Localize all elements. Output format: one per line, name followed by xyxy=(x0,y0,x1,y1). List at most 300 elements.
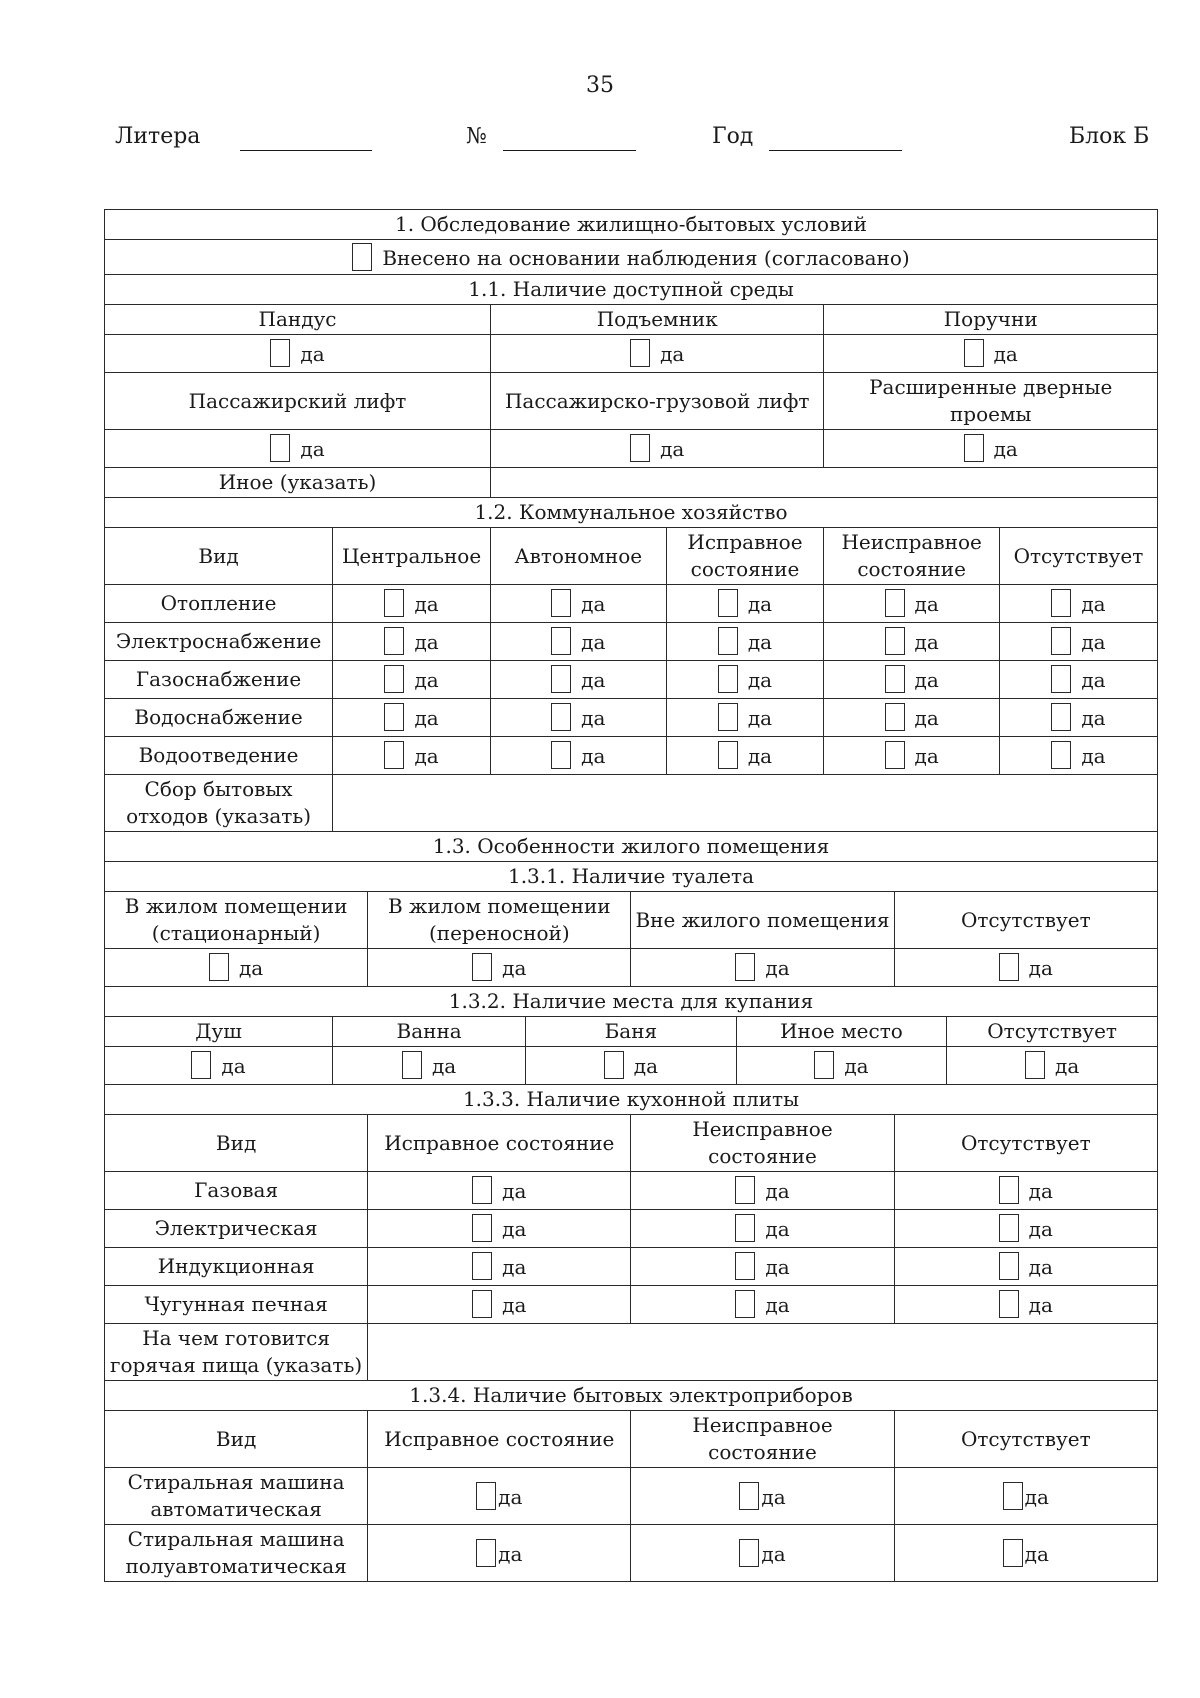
toilet-cell xyxy=(894,949,1157,987)
col-type: Вид xyxy=(105,528,333,585)
checkbox-label: да xyxy=(238,956,264,980)
utility-cell xyxy=(666,585,824,623)
col-absent: Отсутствует xyxy=(999,528,1157,585)
toilet-cell xyxy=(631,949,894,987)
col-toilet-outside: Вне жилого помещения xyxy=(631,892,894,949)
shower-checkbox[interactable] xyxy=(191,1051,245,1080)
col-working: Исправное состояние xyxy=(666,528,824,585)
col-stove-absent: Отсутствует xyxy=(894,1115,1157,1172)
checkbox-box[interactable] xyxy=(551,589,571,617)
checkbox-box[interactable] xyxy=(630,339,650,367)
utility-cell xyxy=(999,623,1157,661)
stove-cell xyxy=(631,1286,894,1324)
semi-washer-faulty-checkbox[interactable] xyxy=(739,1539,785,1568)
utility-cell xyxy=(333,737,491,775)
electricity-faulty-checkbox[interactable] xyxy=(885,627,939,656)
bathing-cell xyxy=(736,1047,947,1085)
col-stove-faulty: Неисправное состояние xyxy=(631,1115,894,1172)
toilet-portable-checkbox[interactable] xyxy=(472,953,526,982)
stove-cell xyxy=(631,1248,894,1286)
stove-cell xyxy=(368,1210,631,1248)
heating-working-checkbox[interactable] xyxy=(718,589,772,618)
checkbox-label: да xyxy=(431,1054,457,1078)
checkbox-label: да xyxy=(765,1179,790,1203)
gas-stove-absent-checkbox[interactable] xyxy=(999,1176,1053,1205)
checkbox-box[interactable] xyxy=(739,1482,759,1510)
appliance-cell xyxy=(368,1525,631,1582)
utility-row-label: Отопление xyxy=(105,585,333,623)
utility-cell xyxy=(666,623,824,661)
number-field xyxy=(466,123,636,151)
page-number: 35 xyxy=(586,73,614,98)
water-absent-checkbox[interactable] xyxy=(1051,703,1105,732)
appliance-cell xyxy=(894,1468,1157,1525)
checkbox-box[interactable] xyxy=(885,741,905,769)
col-toilet-portable: В жилом помещении (переносной) xyxy=(368,892,631,949)
utility-cell xyxy=(824,585,999,623)
checkbox-box[interactable] xyxy=(551,665,571,693)
gas-stove-faulty-checkbox[interactable] xyxy=(735,1176,789,1205)
utility-cell xyxy=(824,737,999,775)
heating-absent-checkbox[interactable] xyxy=(1051,589,1105,618)
col-bath: Ванна xyxy=(333,1017,526,1047)
auto-washer-working-checkbox[interactable] xyxy=(476,1482,522,1511)
cast-iron-stove-working-checkbox[interactable] xyxy=(472,1290,526,1319)
checkbox-label: да xyxy=(914,592,939,616)
utility-cell xyxy=(491,623,666,661)
checkbox-box[interactable] xyxy=(964,434,984,462)
checkbox-label: да xyxy=(502,956,527,980)
utility-cell xyxy=(999,585,1157,623)
number-label: № xyxy=(466,124,487,149)
checkbox-label: да xyxy=(498,1541,523,1566)
lift-checkbox[interactable] xyxy=(630,339,684,368)
checkbox-box[interactable] xyxy=(270,434,290,462)
checkbox-label: да xyxy=(747,592,773,616)
checkbox-label: да xyxy=(414,630,439,654)
checkbox-box[interactable] xyxy=(999,953,1019,981)
checkbox-box[interactable] xyxy=(270,339,290,367)
checkbox-box[interactable] xyxy=(739,1539,759,1567)
checkbox-label: да xyxy=(502,1293,527,1317)
semi-washer-working-checkbox[interactable] xyxy=(476,1539,522,1568)
checkbox-box[interactable] xyxy=(384,703,404,731)
checkbox-label: да xyxy=(581,706,606,730)
water-working-checkbox[interactable] xyxy=(718,703,772,732)
col-stove-type: Вид xyxy=(105,1115,368,1172)
checkbox-box[interactable] xyxy=(718,589,738,617)
checkbox-box[interactable] xyxy=(718,703,738,731)
induction-stove-faulty-checkbox[interactable] xyxy=(735,1252,789,1281)
checkbox-label: да xyxy=(765,1255,790,1279)
appliance-row-label: Стиральная машина автоматическая xyxy=(105,1468,368,1525)
checkbox-box[interactable] xyxy=(472,953,492,981)
checkbox-label: да xyxy=(761,1541,786,1566)
checkbox-box[interactable] xyxy=(1003,1482,1023,1510)
col-central: Центральное xyxy=(333,528,491,585)
section-1-3-4-title: 1.3.4. Наличие бытовых электроприборов xyxy=(105,1381,1158,1411)
freight-elevator-checkbox[interactable] xyxy=(630,434,684,463)
checkbox-box[interactable] xyxy=(472,1252,492,1280)
sewage-autonomous-checkbox[interactable] xyxy=(551,741,605,770)
checkbox-label: да xyxy=(660,437,685,461)
checkbox-box[interactable] xyxy=(472,1214,492,1242)
wide-doors-checkbox[interactable] xyxy=(964,434,1018,463)
checkbox-label: да xyxy=(300,437,325,461)
stove-cell xyxy=(631,1172,894,1210)
checkbox-label: да xyxy=(761,1484,786,1509)
sewage-faulty-checkbox[interactable] xyxy=(885,741,939,770)
section-1-2-title: 1.2. Коммунальное хозяйство xyxy=(105,498,1158,528)
utility-row-label: Электроснабжение xyxy=(105,623,333,661)
electric-stove-absent-checkbox[interactable] xyxy=(999,1214,1053,1243)
observation-note-row xyxy=(105,240,1158,275)
auto-washer-faulty-checkbox[interactable] xyxy=(739,1482,785,1511)
checkbox-label: да xyxy=(1028,1217,1053,1241)
number-blank[interactable] xyxy=(503,126,636,151)
litera-blank[interactable] xyxy=(240,126,372,151)
checkbox-box[interactable] xyxy=(718,627,738,655)
stove-row-label: Газовая xyxy=(105,1172,368,1210)
water-faulty-checkbox[interactable] xyxy=(885,703,939,732)
checkbox-box[interactable] xyxy=(885,665,905,693)
checkbox-label: да xyxy=(747,630,773,654)
col-stove-working: Исправное состояние xyxy=(368,1115,631,1172)
handrails-checkbox[interactable] xyxy=(964,339,1018,368)
survey-form xyxy=(104,209,1158,1582)
checkbox-label: да xyxy=(1081,668,1106,692)
stove-cell xyxy=(894,1172,1157,1210)
checkbox-label: да xyxy=(1028,1255,1053,1279)
bathing-cell xyxy=(105,1047,333,1085)
col-bathhouse: Баня xyxy=(526,1017,737,1047)
waste-collection-label: Сбор бытовых отходов (указать) xyxy=(105,775,333,832)
checkbox-label: да xyxy=(1028,956,1053,980)
checkbox-label: да xyxy=(502,1255,527,1279)
checkbox-label: да xyxy=(581,592,606,616)
checkbox-box[interactable] xyxy=(964,339,984,367)
living-conditions-table xyxy=(104,209,1158,1582)
checkbox-box[interactable] xyxy=(814,1051,834,1079)
checkbox-label: да xyxy=(1024,1484,1049,1509)
utility-cell xyxy=(666,661,824,699)
col-toilet-stationary: В жилом помещении (стационарный) xyxy=(105,892,368,949)
col-lift: Подъемник xyxy=(491,305,824,335)
utility-cell xyxy=(666,699,824,737)
toilet-cell xyxy=(105,949,368,987)
checkbox-label: да xyxy=(414,592,439,616)
utility-cell xyxy=(491,661,666,699)
checkbox-label: да xyxy=(1081,744,1106,768)
checkbox-label: да xyxy=(414,668,439,692)
section-1-title: 1. Обследование жилищно-бытовых условий xyxy=(105,210,1158,240)
col-passenger-elevator: Пассажирский лифт xyxy=(105,373,491,430)
checkbox-box[interactable] xyxy=(999,1176,1019,1204)
checkbox-label: да xyxy=(660,342,685,366)
checkbox-box[interactable] xyxy=(384,665,404,693)
ramp-checkbox[interactable] xyxy=(270,339,324,368)
checkbox-box[interactable] xyxy=(735,1176,755,1204)
col-faulty: Неисправное состояние xyxy=(824,528,999,585)
checkbox-box[interactable] xyxy=(352,243,372,271)
cast-iron-stove-faulty-checkbox[interactable] xyxy=(735,1290,789,1319)
checkbox-label: да xyxy=(747,706,773,730)
hot-food-input[interactable] xyxy=(368,1324,1158,1381)
gas-absent-checkbox[interactable] xyxy=(1051,665,1105,694)
checkbox-box[interactable] xyxy=(551,627,571,655)
sewage-central-checkbox[interactable] xyxy=(384,741,438,770)
utility-cell xyxy=(333,623,491,661)
litera-field xyxy=(115,123,372,151)
bath-checkbox[interactable] xyxy=(402,1051,456,1080)
stove-row-label: Индукционная xyxy=(105,1248,368,1286)
col-ramp: Пандус xyxy=(105,305,491,335)
utility-cell xyxy=(491,699,666,737)
water-central-checkbox[interactable] xyxy=(384,703,438,732)
ramp-cell xyxy=(105,335,491,373)
checkbox-label: да xyxy=(1081,630,1106,654)
checkbox-box[interactable] xyxy=(1051,665,1071,693)
col-toilet-absent: Отсутствует xyxy=(894,892,1157,949)
checkbox-label: да xyxy=(221,1054,246,1078)
bathing-cell xyxy=(333,1047,526,1085)
checkbox-box[interactable] xyxy=(384,589,404,617)
section-1-3-3-title: 1.3.3. Наличие кухонной плиты xyxy=(105,1085,1158,1115)
col-appliance-working: Исправное состояние xyxy=(368,1411,631,1468)
passenger-elevator-cell xyxy=(105,430,491,468)
utility-row-label: Газоснабжение xyxy=(105,661,333,699)
checkbox-label: да xyxy=(502,1179,527,1203)
appliance-cell xyxy=(631,1525,894,1582)
checkbox-box[interactable] xyxy=(209,953,229,981)
induction-stove-working-checkbox[interactable] xyxy=(472,1252,526,1281)
passenger-elevator-checkbox[interactable] xyxy=(270,434,324,463)
observation-checkbox[interactable] xyxy=(352,243,382,272)
checkbox-label: да xyxy=(1055,1054,1080,1078)
section-1-3-2-title: 1.3.2. Наличие места для купания xyxy=(105,987,1158,1017)
stove-cell xyxy=(368,1172,631,1210)
checkbox-box[interactable] xyxy=(384,627,404,655)
checkbox-label: да xyxy=(993,437,1018,461)
checkbox-box[interactable] xyxy=(1051,589,1071,617)
stove-cell xyxy=(368,1286,631,1324)
checkbox-box[interactable] xyxy=(551,741,571,769)
block-label: Блок Б xyxy=(1069,124,1150,149)
checkbox-label: да xyxy=(581,744,606,768)
checkbox-label: да xyxy=(1081,592,1106,616)
appliance-row-label: Стиральная машина полуавтоматическая xyxy=(105,1525,368,1582)
checkbox-box[interactable] xyxy=(472,1176,492,1204)
stove-cell xyxy=(894,1248,1157,1286)
block-field xyxy=(1069,123,1149,151)
checkbox-label: да xyxy=(633,1054,659,1078)
checkbox-box[interactable] xyxy=(476,1482,496,1510)
col-shower: Душ xyxy=(105,1017,333,1047)
checkbox-box[interactable] xyxy=(718,665,738,693)
checkbox-label: да xyxy=(1028,1293,1053,1317)
heating-autonomous-checkbox[interactable] xyxy=(551,589,605,618)
checkbox-label: да xyxy=(581,630,606,654)
utility-cell xyxy=(333,699,491,737)
checkbox-box[interactable] xyxy=(1051,627,1071,655)
stove-cell xyxy=(631,1210,894,1248)
freight-elevator-cell xyxy=(491,430,824,468)
checkbox-label: да xyxy=(914,744,939,768)
checkbox-box[interactable] xyxy=(1051,703,1071,731)
handrails-cell xyxy=(824,335,1158,373)
header-row xyxy=(0,123,1200,153)
checkbox-box[interactable] xyxy=(885,703,905,731)
section-1-1-title: 1.1. Наличие доступной среды xyxy=(105,275,1158,305)
electricity-absent-checkbox[interactable] xyxy=(1051,627,1105,656)
section-1-3-1-title: 1.3.1. Наличие туалета xyxy=(105,862,1158,892)
electric-stove-faulty-checkbox[interactable] xyxy=(735,1214,789,1243)
checkbox-label: да xyxy=(1024,1541,1049,1566)
checkbox-box[interactable] xyxy=(735,1252,755,1280)
heating-central-checkbox[interactable] xyxy=(384,589,438,618)
appliance-cell xyxy=(894,1525,1157,1582)
utility-row-label: Водоснабжение xyxy=(105,699,333,737)
checkbox-box[interactable] xyxy=(1003,1539,1023,1567)
checkbox-box[interactable] xyxy=(735,953,755,981)
other-accessibility-label: Иное (указать) xyxy=(105,468,491,498)
checkbox-box[interactable] xyxy=(402,1051,422,1079)
checkbox-box[interactable] xyxy=(885,589,905,617)
col-wide-doors: Расширенные дверные проемы xyxy=(824,373,1158,430)
bathing-cell xyxy=(947,1047,1158,1085)
checkbox-label: да xyxy=(914,668,939,692)
checkbox-box[interactable] xyxy=(735,1214,755,1242)
gas-faulty-checkbox[interactable] xyxy=(885,665,939,694)
appliance-cell xyxy=(368,1468,631,1525)
bathhouse-checkbox[interactable] xyxy=(604,1051,658,1080)
heating-faulty-checkbox[interactable] xyxy=(885,589,939,618)
bathing-absent-checkbox[interactable] xyxy=(1025,1051,1079,1080)
wide-doors-cell xyxy=(824,430,1158,468)
utility-cell xyxy=(999,661,1157,699)
utility-cell xyxy=(666,737,824,775)
checkbox-label: да xyxy=(498,1484,523,1509)
stove-row-label: Чугунная печная xyxy=(105,1286,368,1324)
water-autonomous-checkbox[interactable] xyxy=(551,703,605,732)
checkbox-box[interactable] xyxy=(735,1290,755,1318)
year-field xyxy=(712,123,902,151)
utility-cell xyxy=(824,661,999,699)
sewage-working-checkbox[interactable] xyxy=(718,741,772,770)
gas-autonomous-checkbox[interactable] xyxy=(551,665,605,694)
checkbox-label: да xyxy=(993,342,1018,366)
stove-cell xyxy=(894,1286,1157,1324)
checkbox-box[interactable] xyxy=(885,627,905,655)
col-freight-elevator: Пассажирско-грузовой лифт xyxy=(491,373,824,430)
utility-cell xyxy=(999,737,1157,775)
gas-stove-working-checkbox[interactable] xyxy=(472,1176,526,1205)
checkbox-label: да xyxy=(747,744,773,768)
stove-cell xyxy=(894,1210,1157,1248)
toilet-stationary-checkbox[interactable] xyxy=(209,953,263,982)
auto-washer-absent-checkbox[interactable] xyxy=(1003,1482,1049,1511)
checkbox-box[interactable] xyxy=(384,741,404,769)
section-1-3-title: 1.3. Особенности жилого помещения xyxy=(105,832,1158,862)
gas-working-checkbox[interactable] xyxy=(718,665,772,694)
checkbox-box[interactable] xyxy=(630,434,650,462)
checkbox-box[interactable] xyxy=(551,703,571,731)
col-autonomous: Автономное xyxy=(491,528,666,585)
electricity-autonomous-checkbox[interactable] xyxy=(551,627,605,656)
checkbox-label: да xyxy=(581,668,606,692)
hot-food-label: На чем готовится горячая пища (указать) xyxy=(105,1324,368,1381)
checkbox-label: да xyxy=(1081,706,1106,730)
checkbox-box[interactable] xyxy=(191,1051,211,1079)
checkbox-label: да xyxy=(1028,1179,1053,1203)
checkbox-label: да xyxy=(502,1217,527,1241)
other-accessibility-input[interactable] xyxy=(491,468,1158,498)
checkbox-label: да xyxy=(844,1054,869,1078)
checkbox-box[interactable] xyxy=(999,1290,1019,1318)
col-appliance-faulty: Неисправное состояние xyxy=(631,1411,894,1468)
col-appliance-absent: Отсутствует xyxy=(894,1411,1157,1468)
year-label: Год xyxy=(712,124,754,149)
checkbox-label: да xyxy=(765,956,790,980)
checkbox-label: да xyxy=(300,342,325,366)
utility-cell xyxy=(333,661,491,699)
toilet-outside-checkbox[interactable] xyxy=(735,953,789,982)
electric-stove-working-checkbox[interactable] xyxy=(472,1214,526,1243)
utility-cell xyxy=(824,623,999,661)
checkbox-box[interactable] xyxy=(1051,741,1071,769)
cast-iron-stove-absent-checkbox[interactable] xyxy=(999,1290,1053,1319)
bathing-cell xyxy=(526,1047,737,1085)
electricity-working-checkbox[interactable] xyxy=(718,627,772,656)
litera-label: Литера xyxy=(115,124,201,149)
checkbox-label: да xyxy=(747,668,773,692)
col-bathing-absent: Отсутствует xyxy=(947,1017,1158,1047)
year-blank[interactable] xyxy=(769,126,902,151)
utility-cell xyxy=(491,737,666,775)
checkbox-box[interactable] xyxy=(476,1539,496,1567)
gas-central-checkbox[interactable] xyxy=(384,665,438,694)
toilet-cell xyxy=(368,949,631,987)
sewage-absent-checkbox[interactable] xyxy=(1051,741,1105,770)
checkbox-label: да xyxy=(914,630,939,654)
checkbox-box[interactable] xyxy=(999,1252,1019,1280)
checkbox-box[interactable] xyxy=(1025,1051,1045,1079)
lift-cell xyxy=(491,335,824,373)
electricity-central-checkbox[interactable] xyxy=(384,627,438,656)
checkbox-box[interactable] xyxy=(718,741,738,769)
checkbox-label: да xyxy=(765,1293,790,1317)
appliance-cell xyxy=(631,1468,894,1525)
col-handrails: Поручни xyxy=(824,305,1158,335)
checkbox-label: да xyxy=(414,744,439,768)
col-appliance-type: Вид xyxy=(105,1411,368,1468)
semi-washer-absent-checkbox[interactable] xyxy=(1003,1539,1049,1568)
waste-collection-input[interactable] xyxy=(333,775,1158,832)
utility-cell xyxy=(999,699,1157,737)
checkbox-box[interactable] xyxy=(604,1051,624,1079)
induction-stove-absent-checkbox[interactable] xyxy=(999,1252,1053,1281)
toilet-absent-checkbox[interactable] xyxy=(999,953,1053,982)
checkbox-box[interactable] xyxy=(472,1290,492,1318)
checkbox-box[interactable] xyxy=(999,1214,1019,1242)
col-other-place: Иное место xyxy=(736,1017,947,1047)
checkbox-label: да xyxy=(765,1217,790,1241)
checkbox-label: да xyxy=(914,706,939,730)
utility-cell xyxy=(491,585,666,623)
other-place-checkbox[interactable] xyxy=(814,1051,868,1080)
utility-cell xyxy=(333,585,491,623)
utility-cell xyxy=(824,699,999,737)
